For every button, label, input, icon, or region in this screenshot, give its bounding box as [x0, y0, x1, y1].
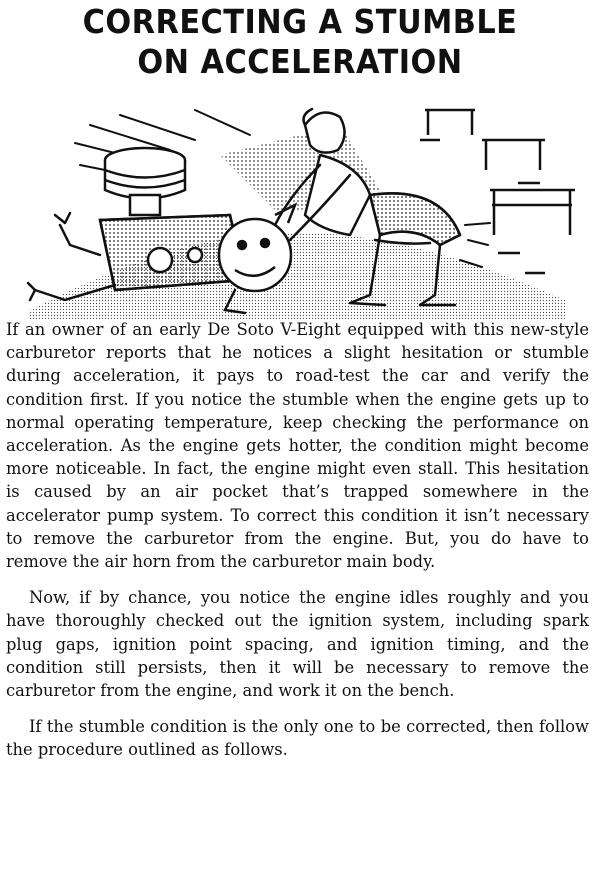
- paragraph-1: If an owner of an early De Soto V-Eight equipped with this new-style carburetor reports that he notices a slight hesitation or stumble during acceleration, it pays to road-test the car and verify the condition first. If you notice the stumble when the engine gets up to normal operating temperature, keep checking the performance on acceleration. As the engine gets hotter, the condition might become more noticeable. In fact, the engine might even stall. This hesitation is caused by an air pocket that’s trapped somewhere in the accelerator pump system. To correct this condition it isn’t necessary to remove the carburetor from the engine. But, you do have to remove the air horn from the carburetor main body.: [6, 320, 589, 572]
- hurdles: [420, 110, 575, 273]
- page-title: [24, 2, 576, 82]
- cartoon-illustration: [20, 95, 580, 320]
- paragraph-3: If the stumble condition is the only one to be corrected, then follow the procedure outlined as follows.: [6, 717, 589, 760]
- paragraph-2: Now, if by chance, you notice the engine idles roughly and you have thoroughly checked out the ignition system, including spark plug gaps, ignition point spacing, and ignition timing, and the condition still persists, then it will be necessary to remove the carburetor from the engine, and work it on the bench.: [6, 588, 589, 701]
- carburetor-air-cleaner: [105, 148, 185, 215]
- body-text: [6, 318, 589, 775]
- title-line-1: CORRECTING A STUMBLE: [82, 2, 518, 41]
- title-line-2: ON ACCELERATION: [137, 42, 463, 81]
